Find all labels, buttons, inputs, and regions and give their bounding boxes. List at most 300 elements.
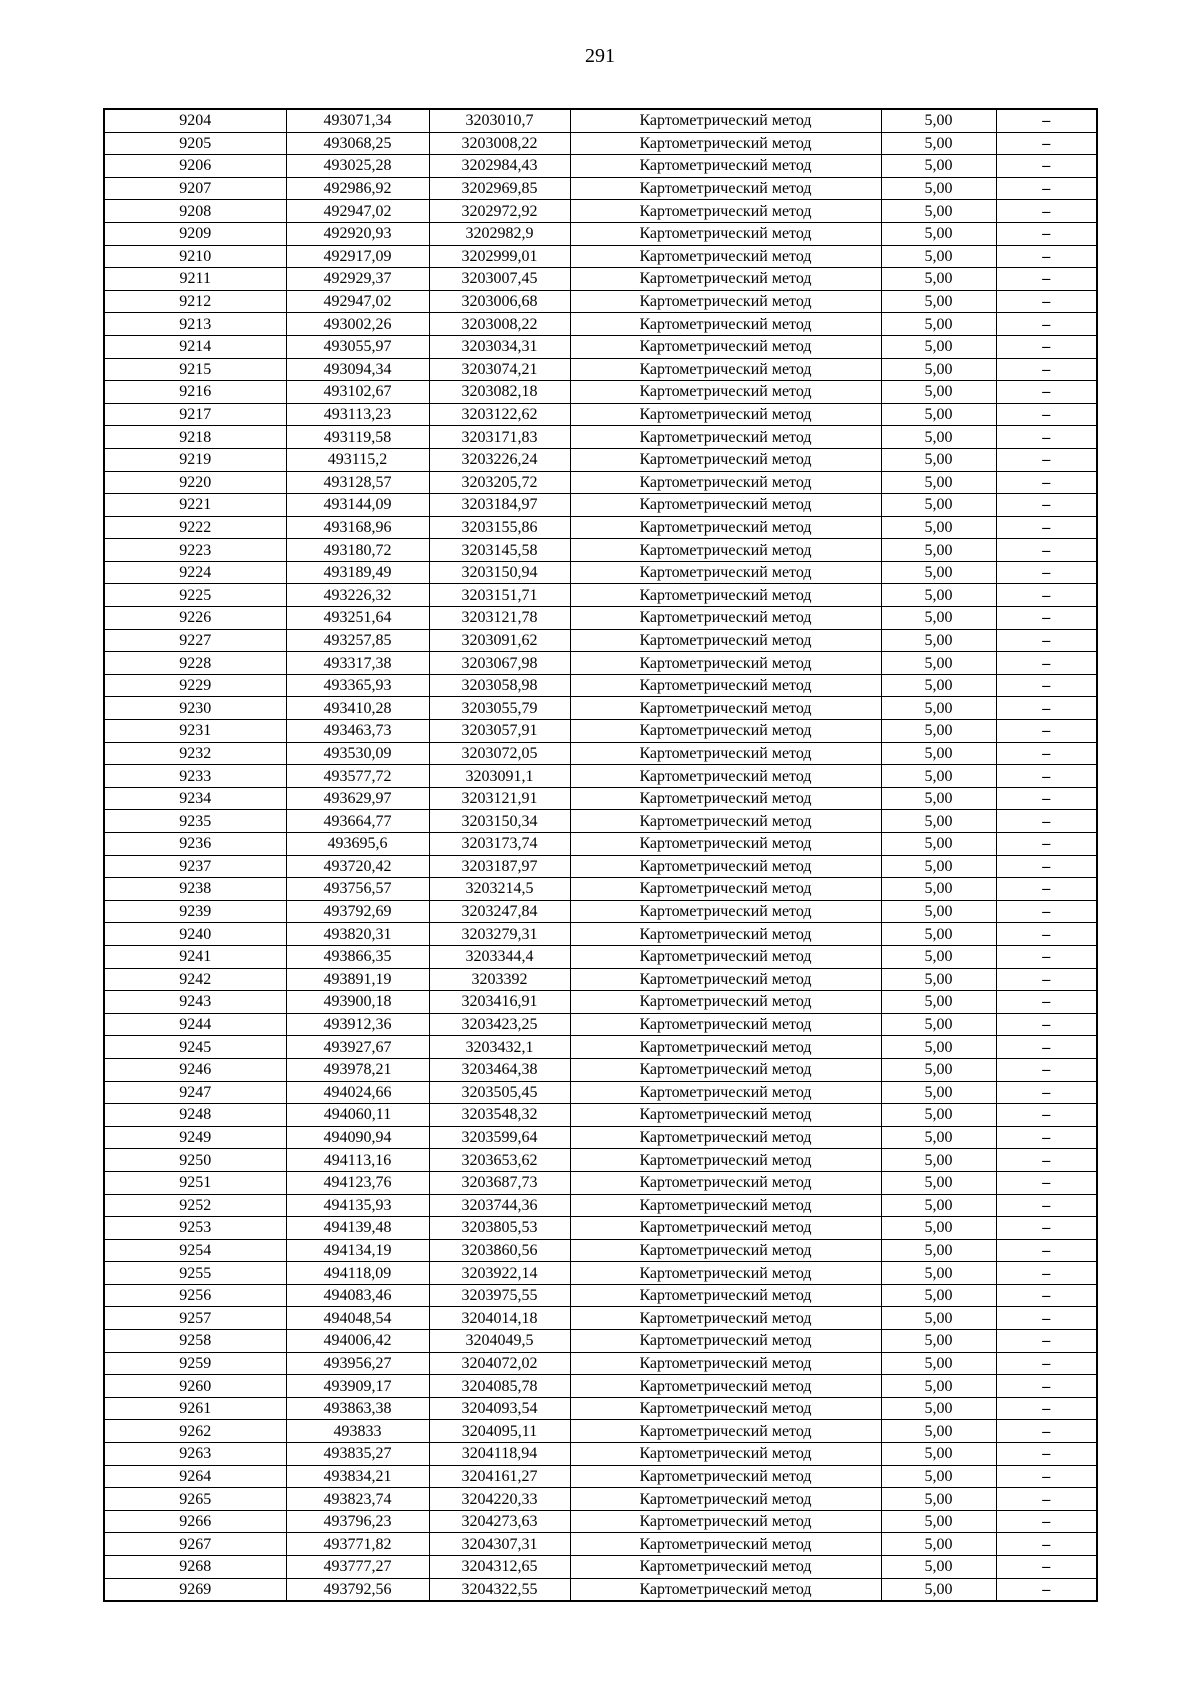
- accuracy-cell: 5,00: [881, 313, 996, 336]
- y-coordinate-cell: 3204049,5: [429, 1330, 570, 1353]
- x-coordinate-cell: 492920,93: [286, 222, 429, 245]
- accuracy-cell: 5,00: [881, 381, 996, 404]
- method-cell: Картометрический метод: [570, 787, 881, 810]
- dash-cell: –: [996, 1126, 1097, 1149]
- dash-cell: –: [996, 1510, 1097, 1533]
- table-row: [104, 1149, 1097, 1172]
- dash-cell: –: [996, 1058, 1097, 1081]
- dash-cell: –: [996, 358, 1097, 381]
- y-coordinate-cell: 3203055,79: [429, 697, 570, 720]
- method-cell: Картометрический метод: [570, 1104, 881, 1127]
- dash-cell: –: [996, 561, 1097, 584]
- y-coordinate-cell: 3203122,62: [429, 403, 570, 426]
- method-cell: Картометрический метод: [570, 109, 881, 132]
- x-coordinate-cell: 493226,32: [286, 584, 429, 607]
- point-number-cell: 9220: [104, 471, 286, 494]
- y-coordinate-cell: 3203145,58: [429, 539, 570, 562]
- dash-cell: –: [996, 290, 1097, 313]
- table-row: [104, 945, 1097, 968]
- y-coordinate-cell: 3203464,38: [429, 1058, 570, 1081]
- method-cell: Картометрический метод: [570, 629, 881, 652]
- method-cell: Картометрический метод: [570, 833, 881, 856]
- table-row: [104, 1126, 1097, 1149]
- dash-cell: –: [996, 494, 1097, 517]
- dash-cell: –: [996, 1262, 1097, 1285]
- y-coordinate-cell: 3203744,36: [429, 1194, 570, 1217]
- table-row: [104, 1217, 1097, 1240]
- x-coordinate-cell: 494113,16: [286, 1149, 429, 1172]
- dash-cell: –: [996, 1397, 1097, 1420]
- point-number-cell: 9221: [104, 494, 286, 517]
- method-cell: Картометрический метод: [570, 155, 881, 178]
- point-number-cell: 9246: [104, 1058, 286, 1081]
- accuracy-cell: 5,00: [881, 494, 996, 517]
- x-coordinate-cell: 493068,25: [286, 132, 429, 155]
- y-coordinate-cell: 3203548,32: [429, 1104, 570, 1127]
- table-row: [104, 516, 1097, 539]
- accuracy-cell: 5,00: [881, 787, 996, 810]
- table-row: [104, 1081, 1097, 1104]
- x-coordinate-cell: 494090,94: [286, 1126, 429, 1149]
- table-row: [104, 132, 1097, 155]
- method-cell: Картометрический метод: [570, 1013, 881, 1036]
- dash-cell: –: [996, 132, 1097, 155]
- method-cell: Картометрический метод: [570, 358, 881, 381]
- dash-cell: –: [996, 245, 1097, 268]
- method-cell: Картометрический метод: [570, 991, 881, 1014]
- point-number-cell: 9248: [104, 1104, 286, 1127]
- x-coordinate-cell: 493102,67: [286, 381, 429, 404]
- point-number-cell: 9245: [104, 1036, 286, 1059]
- dash-cell: –: [996, 1307, 1097, 1330]
- x-coordinate-cell: 493820,31: [286, 923, 429, 946]
- dash-cell: –: [996, 1556, 1097, 1579]
- table-row: [104, 1465, 1097, 1488]
- y-coordinate-cell: 3203074,21: [429, 358, 570, 381]
- point-number-cell: 9213: [104, 313, 286, 336]
- y-coordinate-cell: 3204161,27: [429, 1465, 570, 1488]
- y-coordinate-cell: 3203226,24: [429, 448, 570, 471]
- table-row: [104, 1488, 1097, 1511]
- x-coordinate-cell: 493866,35: [286, 945, 429, 968]
- y-coordinate-cell: 3203151,71: [429, 584, 570, 607]
- dash-cell: –: [996, 787, 1097, 810]
- accuracy-cell: 5,00: [881, 720, 996, 743]
- x-coordinate-cell: 493833: [286, 1420, 429, 1443]
- method-cell: Картометрический метод: [570, 1171, 881, 1194]
- point-number-cell: 9257: [104, 1307, 286, 1330]
- accuracy-cell: 5,00: [881, 1036, 996, 1059]
- accuracy-cell: 5,00: [881, 810, 996, 833]
- method-cell: Картометрический метод: [570, 539, 881, 562]
- table-row: [104, 1330, 1097, 1353]
- method-cell: Картометрический метод: [570, 381, 881, 404]
- point-number-cell: 9252: [104, 1194, 286, 1217]
- y-coordinate-cell: 3203150,94: [429, 561, 570, 584]
- point-number-cell: 9227: [104, 629, 286, 652]
- accuracy-cell: 5,00: [881, 1194, 996, 1217]
- x-coordinate-cell: 493900,18: [286, 991, 429, 1014]
- point-number-cell: 9258: [104, 1330, 286, 1353]
- point-number-cell: 9249: [104, 1126, 286, 1149]
- accuracy-cell: 5,00: [881, 1149, 996, 1172]
- dash-cell: –: [996, 742, 1097, 765]
- x-coordinate-cell: 492947,02: [286, 290, 429, 313]
- y-coordinate-cell: 3203072,05: [429, 742, 570, 765]
- method-cell: Картометрический метод: [570, 335, 881, 358]
- point-number-cell: 9267: [104, 1533, 286, 1556]
- y-coordinate-cell: 3203006,68: [429, 290, 570, 313]
- y-coordinate-cell: 3204093,54: [429, 1397, 570, 1420]
- point-number-cell: 9209: [104, 222, 286, 245]
- y-coordinate-cell: 3204095,11: [429, 1420, 570, 1443]
- table-row: [104, 787, 1097, 810]
- y-coordinate-cell: 3203121,91: [429, 787, 570, 810]
- coordinates-table-body: [104, 109, 1097, 1601]
- dash-cell: –: [996, 335, 1097, 358]
- method-cell: Картометрический метод: [570, 1352, 881, 1375]
- accuracy-cell: 5,00: [881, 1375, 996, 1398]
- y-coordinate-cell: 3203975,55: [429, 1284, 570, 1307]
- table-row: [104, 584, 1097, 607]
- method-cell: Картометрический метод: [570, 1465, 881, 1488]
- y-coordinate-cell: 3203150,34: [429, 810, 570, 833]
- y-coordinate-cell: 3204220,33: [429, 1488, 570, 1511]
- dash-cell: –: [996, 697, 1097, 720]
- point-number-cell: 9238: [104, 878, 286, 901]
- x-coordinate-cell: 493792,69: [286, 900, 429, 923]
- y-coordinate-cell: 3203067,98: [429, 652, 570, 675]
- dash-cell: –: [996, 855, 1097, 878]
- method-cell: Картометрический метод: [570, 1239, 881, 1262]
- dash-cell: –: [996, 923, 1097, 946]
- dash-cell: –: [996, 1149, 1097, 1172]
- accuracy-cell: 5,00: [881, 1171, 996, 1194]
- x-coordinate-cell: 493144,09: [286, 494, 429, 517]
- y-coordinate-cell: 3202984,43: [429, 155, 570, 178]
- point-number-cell: 9226: [104, 607, 286, 630]
- point-number-cell: 9214: [104, 335, 286, 358]
- x-coordinate-cell: 493664,77: [286, 810, 429, 833]
- accuracy-cell: 5,00: [881, 1352, 996, 1375]
- y-coordinate-cell: 3203091,62: [429, 629, 570, 652]
- table-row: [104, 1578, 1097, 1601]
- accuracy-cell: 5,00: [881, 1420, 996, 1443]
- y-coordinate-cell: 3203805,53: [429, 1217, 570, 1240]
- table-row: [104, 1533, 1097, 1556]
- dash-cell: –: [996, 1420, 1097, 1443]
- accuracy-cell: 5,00: [881, 1556, 996, 1579]
- method-cell: Картометрический метод: [570, 1307, 881, 1330]
- table-row: [104, 1239, 1097, 1262]
- dash-cell: –: [996, 1375, 1097, 1398]
- x-coordinate-cell: 493094,34: [286, 358, 429, 381]
- method-cell: Картометрический метод: [570, 448, 881, 471]
- accuracy-cell: 5,00: [881, 923, 996, 946]
- x-coordinate-cell: 493912,36: [286, 1013, 429, 1036]
- method-cell: Картометрический метод: [570, 1375, 881, 1398]
- accuracy-cell: 5,00: [881, 991, 996, 1014]
- accuracy-cell: 5,00: [881, 584, 996, 607]
- point-number-cell: 9205: [104, 132, 286, 155]
- dash-cell: –: [996, 833, 1097, 856]
- method-cell: Картометрический метод: [570, 1194, 881, 1217]
- table-row: [104, 471, 1097, 494]
- point-number-cell: 9259: [104, 1352, 286, 1375]
- dash-cell: –: [996, 900, 1097, 923]
- accuracy-cell: 5,00: [881, 697, 996, 720]
- point-number-cell: 9269: [104, 1578, 286, 1601]
- y-coordinate-cell: 3203121,78: [429, 607, 570, 630]
- accuracy-cell: 5,00: [881, 765, 996, 788]
- y-coordinate-cell: 3204312,65: [429, 1556, 570, 1579]
- method-cell: Картометрический метод: [570, 1284, 881, 1307]
- accuracy-cell: 5,00: [881, 1058, 996, 1081]
- y-coordinate-cell: 3203205,72: [429, 471, 570, 494]
- table-row: [104, 968, 1097, 991]
- table-row: [104, 561, 1097, 584]
- dash-cell: –: [996, 1171, 1097, 1194]
- method-cell: Картометрический метод: [570, 471, 881, 494]
- accuracy-cell: 5,00: [881, 335, 996, 358]
- method-cell: Картометрический метод: [570, 177, 881, 200]
- point-number-cell: 9229: [104, 674, 286, 697]
- table-row: [104, 426, 1097, 449]
- point-number-cell: 9261: [104, 1397, 286, 1420]
- method-cell: Картометрический метод: [570, 1533, 881, 1556]
- point-number-cell: 9243: [104, 991, 286, 1014]
- table-row: [104, 1420, 1097, 1443]
- method-cell: Картометрический метод: [570, 584, 881, 607]
- accuracy-cell: 5,00: [881, 674, 996, 697]
- table-row: [104, 403, 1097, 426]
- table-row: [104, 1284, 1097, 1307]
- point-number-cell: 9235: [104, 810, 286, 833]
- method-cell: Картометрический метод: [570, 1036, 881, 1059]
- y-coordinate-cell: 3202982,9: [429, 222, 570, 245]
- accuracy-cell: 5,00: [881, 607, 996, 630]
- y-coordinate-cell: 3203687,73: [429, 1171, 570, 1194]
- point-number-cell: 9222: [104, 516, 286, 539]
- method-cell: Картометрический метод: [570, 1443, 881, 1466]
- point-number-cell: 9240: [104, 923, 286, 946]
- x-coordinate-cell: 494060,11: [286, 1104, 429, 1127]
- table-row: [104, 765, 1097, 788]
- method-cell: Картометрический метод: [570, 923, 881, 946]
- dash-cell: –: [996, 629, 1097, 652]
- method-cell: Картометрический метод: [570, 1217, 881, 1240]
- dash-cell: –: [996, 516, 1097, 539]
- method-cell: Картометрический метод: [570, 1488, 881, 1511]
- x-coordinate-cell: 493629,97: [286, 787, 429, 810]
- table-row: [104, 1307, 1097, 1330]
- dash-cell: –: [996, 1465, 1097, 1488]
- accuracy-cell: 5,00: [881, 222, 996, 245]
- point-number-cell: 9230: [104, 697, 286, 720]
- accuracy-cell: 5,00: [881, 245, 996, 268]
- point-number-cell: 9210: [104, 245, 286, 268]
- dash-cell: –: [996, 539, 1097, 562]
- table-row: [104, 652, 1097, 675]
- table-row: [104, 1375, 1097, 1398]
- table-row: [104, 1058, 1097, 1081]
- method-cell: Картометрический метод: [570, 855, 881, 878]
- accuracy-cell: 5,00: [881, 900, 996, 923]
- table-row: [104, 1510, 1097, 1533]
- method-cell: Картометрический метод: [570, 313, 881, 336]
- x-coordinate-cell: 494139,48: [286, 1217, 429, 1240]
- table-row: [104, 200, 1097, 223]
- accuracy-cell: 5,00: [881, 1488, 996, 1511]
- point-number-cell: 9253: [104, 1217, 286, 1240]
- accuracy-cell: 5,00: [881, 1533, 996, 1556]
- table-row: [104, 833, 1097, 856]
- table-row: [104, 1556, 1097, 1579]
- point-number-cell: 9204: [104, 109, 286, 132]
- x-coordinate-cell: 493002,26: [286, 313, 429, 336]
- dash-cell: –: [996, 607, 1097, 630]
- y-coordinate-cell: 3203432,1: [429, 1036, 570, 1059]
- table-row: [104, 448, 1097, 471]
- method-cell: Картометрический метод: [570, 290, 881, 313]
- accuracy-cell: 5,00: [881, 539, 996, 562]
- x-coordinate-cell: 493792,56: [286, 1578, 429, 1601]
- y-coordinate-cell: 3203279,31: [429, 923, 570, 946]
- table-row: [104, 494, 1097, 517]
- point-number-cell: 9268: [104, 1556, 286, 1579]
- x-coordinate-cell: 493835,27: [286, 1443, 429, 1466]
- table-row: [104, 155, 1097, 178]
- dash-cell: –: [996, 991, 1097, 1014]
- accuracy-cell: 5,00: [881, 629, 996, 652]
- method-cell: Картометрический метод: [570, 1081, 881, 1104]
- coordinates-table: [103, 108, 1098, 1602]
- point-number-cell: 9264: [104, 1465, 286, 1488]
- dash-cell: –: [996, 1578, 1097, 1601]
- dash-cell: –: [996, 268, 1097, 291]
- x-coordinate-cell: 492917,09: [286, 245, 429, 268]
- dash-cell: –: [996, 471, 1097, 494]
- table-row: [104, 381, 1097, 404]
- y-coordinate-cell: 3203171,83: [429, 426, 570, 449]
- y-coordinate-cell: 3203091,1: [429, 765, 570, 788]
- x-coordinate-cell: 493956,27: [286, 1352, 429, 1375]
- point-number-cell: 9262: [104, 1420, 286, 1443]
- table-row: [104, 109, 1097, 132]
- table-row: [104, 629, 1097, 652]
- dash-cell: –: [996, 177, 1097, 200]
- x-coordinate-cell: 494024,66: [286, 1081, 429, 1104]
- point-number-cell: 9228: [104, 652, 286, 675]
- accuracy-cell: 5,00: [881, 200, 996, 223]
- accuracy-cell: 5,00: [881, 1239, 996, 1262]
- x-coordinate-cell: 492986,92: [286, 177, 429, 200]
- dash-cell: –: [996, 403, 1097, 426]
- accuracy-cell: 5,00: [881, 1284, 996, 1307]
- table-row: [104, 1104, 1097, 1127]
- y-coordinate-cell: 3204085,78: [429, 1375, 570, 1398]
- x-coordinate-cell: 493115,2: [286, 448, 429, 471]
- accuracy-cell: 5,00: [881, 1443, 996, 1466]
- accuracy-cell: 5,00: [881, 155, 996, 178]
- dash-cell: –: [996, 720, 1097, 743]
- method-cell: Картометрический метод: [570, 516, 881, 539]
- accuracy-cell: 5,00: [881, 1330, 996, 1353]
- y-coordinate-cell: 3203007,45: [429, 268, 570, 291]
- dash-cell: –: [996, 109, 1097, 132]
- y-coordinate-cell: 3203057,91: [429, 720, 570, 743]
- table-row: [104, 923, 1097, 946]
- y-coordinate-cell: 3203155,86: [429, 516, 570, 539]
- dash-cell: –: [996, 1443, 1097, 1466]
- y-coordinate-cell: 3203010,7: [429, 109, 570, 132]
- method-cell: Картометрический метод: [570, 1397, 881, 1420]
- dash-cell: –: [996, 313, 1097, 336]
- method-cell: Картометрический метод: [570, 1556, 881, 1579]
- point-number-cell: 9239: [104, 900, 286, 923]
- point-number-cell: 9211: [104, 268, 286, 291]
- x-coordinate-cell: 493891,19: [286, 968, 429, 991]
- x-coordinate-cell: 493025,28: [286, 155, 429, 178]
- y-coordinate-cell: 3203505,45: [429, 1081, 570, 1104]
- table-row: [104, 358, 1097, 381]
- method-cell: Картометрический метод: [570, 132, 881, 155]
- accuracy-cell: 5,00: [881, 1013, 996, 1036]
- x-coordinate-cell: 493796,23: [286, 1510, 429, 1533]
- table-row: [104, 1194, 1097, 1217]
- y-coordinate-cell: 3204307,31: [429, 1533, 570, 1556]
- method-cell: Картометрический метод: [570, 1420, 881, 1443]
- x-coordinate-cell: 493365,93: [286, 674, 429, 697]
- table-row: [104, 245, 1097, 268]
- dash-cell: –: [996, 1217, 1097, 1240]
- table-row: [104, 313, 1097, 336]
- dash-cell: –: [996, 652, 1097, 675]
- dash-cell: –: [996, 1330, 1097, 1353]
- accuracy-cell: 5,00: [881, 403, 996, 426]
- x-coordinate-cell: 493823,74: [286, 1488, 429, 1511]
- method-cell: Картометрический метод: [570, 607, 881, 630]
- x-coordinate-cell: 493071,34: [286, 109, 429, 132]
- y-coordinate-cell: 3203214,5: [429, 878, 570, 901]
- x-coordinate-cell: 493756,57: [286, 878, 429, 901]
- method-cell: Картометрический метод: [570, 945, 881, 968]
- point-number-cell: 9237: [104, 855, 286, 878]
- y-coordinate-cell: 3203082,18: [429, 381, 570, 404]
- table-row: [104, 697, 1097, 720]
- point-number-cell: 9266: [104, 1510, 286, 1533]
- point-number-cell: 9236: [104, 833, 286, 856]
- table-row: [104, 335, 1097, 358]
- dash-cell: –: [996, 810, 1097, 833]
- dash-cell: –: [996, 1488, 1097, 1511]
- dash-cell: –: [996, 200, 1097, 223]
- method-cell: Картометрический метод: [570, 245, 881, 268]
- x-coordinate-cell: 494006,42: [286, 1330, 429, 1353]
- point-number-cell: 9241: [104, 945, 286, 968]
- table-row: [104, 1036, 1097, 1059]
- point-number-cell: 9206: [104, 155, 286, 178]
- y-coordinate-cell: 3202972,92: [429, 200, 570, 223]
- x-coordinate-cell: 493695,6: [286, 833, 429, 856]
- point-number-cell: 9208: [104, 200, 286, 223]
- table-row: [104, 878, 1097, 901]
- method-cell: Картометрический метод: [570, 652, 881, 675]
- method-cell: Картометрический метод: [570, 765, 881, 788]
- dash-cell: –: [996, 878, 1097, 901]
- accuracy-cell: 5,00: [881, 290, 996, 313]
- x-coordinate-cell: 493251,64: [286, 607, 429, 630]
